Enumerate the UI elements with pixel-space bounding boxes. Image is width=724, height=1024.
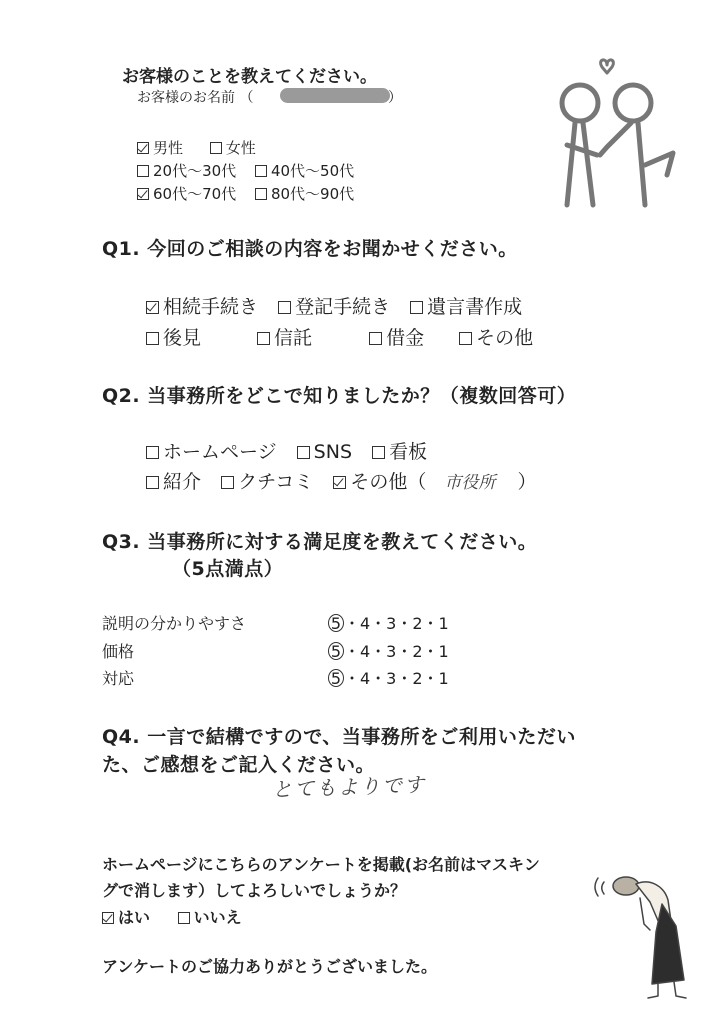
gender-option[interactable]: 女性 <box>210 137 256 158</box>
q2-other-close: ） <box>517 471 537 493</box>
age-row <box>137 183 376 204</box>
checkbox[interactable] <box>210 142 222 154</box>
motion-line-icon <box>602 882 604 894</box>
name-open-paren: （ <box>239 90 254 106</box>
checkbox[interactable] <box>178 912 190 924</box>
name-label: お客様のお名前 <box>137 90 235 106</box>
heart-icon <box>601 60 614 73</box>
q2-other-answer: 市役所 <box>444 473 496 493</box>
checkbox-checked[interactable] <box>137 188 149 200</box>
checkbox[interactable] <box>255 188 267 200</box>
q4-answer: とてもよりです <box>271 772 427 802</box>
rating-selected[interactable]: 5 <box>328 642 344 660</box>
name-redaction <box>280 88 390 103</box>
q3-title: Q3. 当事務所に対する満足度を教えてください。 <box>102 531 538 553</box>
closing-message: アンケートのご協力ありがとうございました。 <box>102 957 438 976</box>
checkbox[interactable] <box>369 332 382 345</box>
checkbox[interactable] <box>137 165 149 177</box>
age-option[interactable]: 60代～70代 <box>137 183 236 204</box>
consent-no[interactable]: いいえ <box>178 905 242 928</box>
bowing-woman-illustration <box>592 868 692 1003</box>
checkbox[interactable] <box>297 446 310 459</box>
checkbox[interactable] <box>372 446 385 459</box>
person-left-head <box>562 85 598 121</box>
rating-scale[interactable]: 5 ・4・3・2・1 <box>330 611 449 634</box>
age-row <box>137 160 376 181</box>
consent-line1: ホームページにこちらのアンケートを掲載(お名前はマスキン <box>102 855 540 874</box>
consent-yes[interactable]: はい <box>102 905 150 928</box>
q1-options-row1 <box>146 292 522 319</box>
checkbox-checked[interactable] <box>333 476 346 489</box>
person-right-head <box>615 85 651 121</box>
checkbox[interactable] <box>257 332 270 345</box>
motion-line-icon <box>595 878 598 896</box>
name-field-row <box>137 87 253 107</box>
q2-options-row1 <box>146 437 449 464</box>
checkbox[interactable] <box>146 476 159 489</box>
checkbox-checked[interactable] <box>137 142 149 154</box>
consent-line2: グで消します）してよろしいでしょうか？ <box>102 881 407 900</box>
checkbox-checked[interactable] <box>146 301 159 314</box>
q2-option[interactable]: クチコミ <box>221 467 313 494</box>
q1-option[interactable]: その他 <box>459 323 533 350</box>
checkbox[interactable] <box>146 446 159 459</box>
person-left-body <box>567 123 597 205</box>
age-option[interactable]: 20代～30代 <box>137 160 236 181</box>
rating-selected[interactable]: 5 <box>328 669 344 687</box>
q2-title: Q2. 当事務所をどこで知りましたか？（複数回答可） <box>102 385 577 407</box>
checkbox[interactable] <box>146 332 159 345</box>
q1-title: Q1. 今回のご相談の内容をお聞かせください。 <box>102 238 518 260</box>
rating-label: 対応 <box>102 669 135 688</box>
rating-scale[interactable]: 5 ・4・3・2・1 <box>330 666 449 689</box>
woman-head <box>613 877 639 895</box>
q1-option[interactable]: 信託 <box>257 323 349 350</box>
q1-option[interactable]: 遺言書作成 <box>410 292 522 319</box>
q3-subtitle: （5点満点） <box>172 558 284 580</box>
rating-label: 価格 <box>102 642 135 661</box>
checkbox[interactable] <box>221 476 234 489</box>
q2-option[interactable]: 看板 <box>372 437 427 464</box>
rating-label: 説明の分かりやすさ <box>102 614 247 633</box>
checkbox[interactable] <box>410 301 423 314</box>
name-close-paren: ） <box>388 90 402 106</box>
q2-option[interactable]: 紹介 <box>146 467 201 494</box>
age-option[interactable]: 80代～90代 <box>255 183 354 204</box>
checkbox-checked[interactable] <box>102 912 114 924</box>
checkbox[interactable] <box>459 332 472 345</box>
rating-scale[interactable]: 5 ・4・3・2・1 <box>330 639 449 662</box>
age-option[interactable]: 40代～50代 <box>255 160 354 181</box>
q1-option[interactable]: 登記手続き <box>278 292 390 319</box>
consent-options <box>102 905 264 928</box>
q2-option[interactable]: ホームページ <box>146 437 277 464</box>
person-right-body <box>600 123 673 205</box>
q4-title-line2: た、ご感想をご記入ください。 <box>102 754 376 776</box>
q2-option[interactable]: SNS <box>297 441 352 463</box>
woman-arm <box>640 898 650 930</box>
q1-option[interactable]: 後見 <box>146 323 237 350</box>
gender-option[interactable]: 男性 <box>137 137 183 158</box>
gender-row <box>137 137 278 158</box>
q1-option[interactable]: 借金 <box>369 323 439 350</box>
rating-selected[interactable]: 5 <box>328 614 344 632</box>
q2-option[interactable]: その他（ <box>333 467 426 494</box>
couple-illustration <box>545 55 685 215</box>
checkbox[interactable] <box>278 301 291 314</box>
q1-options-row2 <box>146 323 555 350</box>
q1-option[interactable]: 相続手続き <box>146 292 258 319</box>
checkbox[interactable] <box>255 165 267 177</box>
form-title: お客様のことを教えてください。 <box>122 67 377 87</box>
q2-options-row2 <box>146 467 536 494</box>
q4-title-line1: Q4. 一言で結構ですので、当事務所をご利用いただい <box>102 726 576 748</box>
